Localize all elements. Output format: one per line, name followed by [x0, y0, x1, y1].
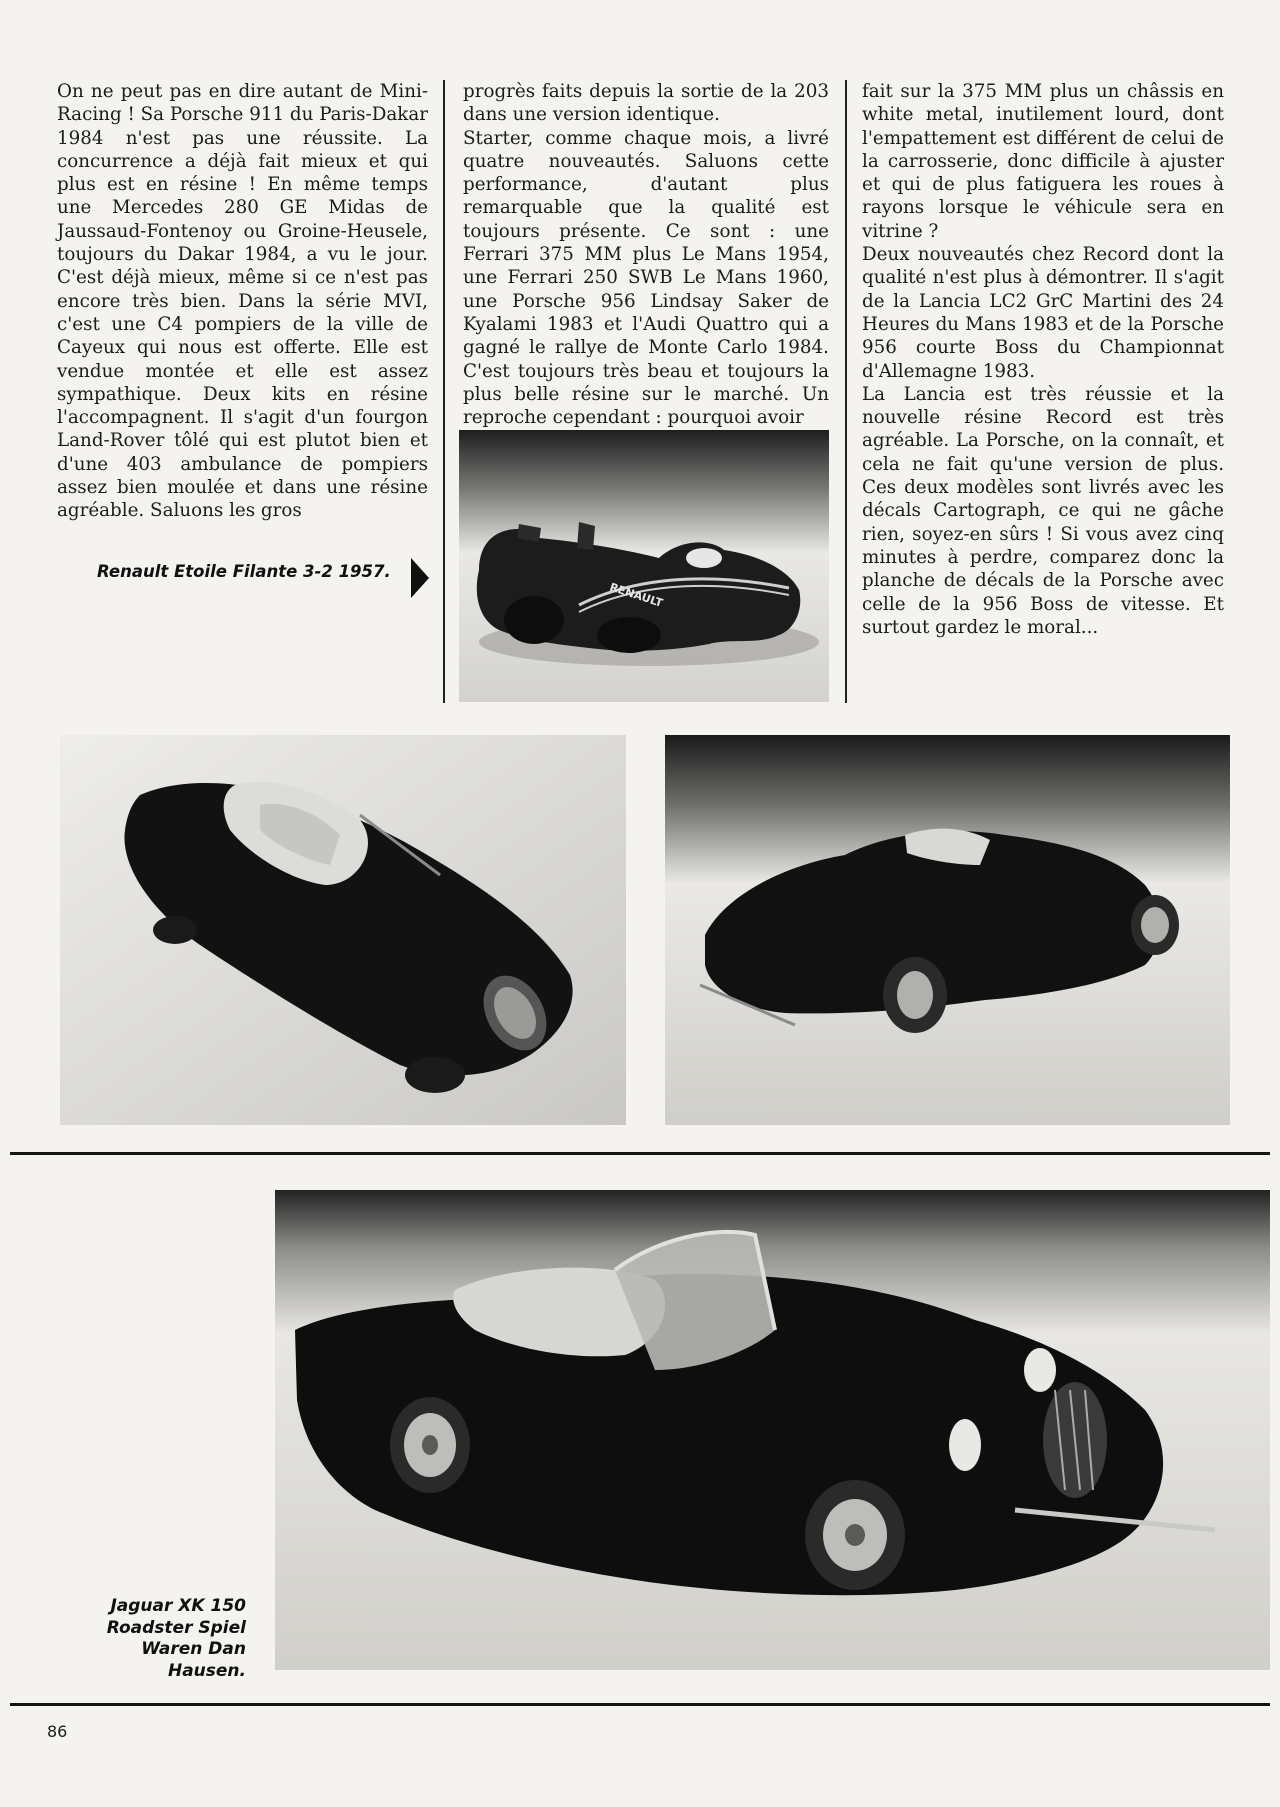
caption-line: Hausen. — [167, 1660, 246, 1681]
paragraph: Starter, comme chaque mois, a livré quatre nouveautés. Saluons cette performance, d'autant plus remarquable que la qualité est toujours présente. Ce sont : une Ferrari 375 MM plus Le Mans 1954, une Ferrari 250 SWB Le Mans 1960, une Porsche 956 Lindsay Saker de Kyalami 1983 et l'Audi Quattro qui a gagné le rallye de Monte Carlo 1984. C'est toujours très beau et toujours la plus belle résine sur le marché. Un reproche cependant : pourquoi avoir — [463, 127, 829, 429]
renault-caption: Renault Etoile Filante 3-2 1957. — [97, 562, 391, 581]
jaguar-rear-view-photo — [665, 735, 1230, 1125]
paragraph: Deux nouveautés chez Record dont la qualité n'est plus à démontrer. Il s'agit de la Lancia LC2 GrC Martini des 24 Heures du Mans 1983 et de la Porsche 956 courte Boss du Championnat d'Allemagne 1983. — [862, 244, 1224, 382]
caption-line: Jaguar XK 150 — [110, 1596, 246, 1616]
paragraph: La Lancia est très réussie et la nouvelle résine Record est très agréable. La Porsche, on la connaît, et cela ne fait qu'une version de plus. Ces deux modèles sont livrés avec les décals Cartograph, ce qui ne gâche rien, soyez-en sûrs ! Si vous avez cinq minutes à perdre, comparez donc la planche de décals de la Porsche avec celle de la 956 Boss de vitesse. Et surtout gardez le moral... — [862, 383, 1224, 638]
jaguar-xk150-roadster-photo — [275, 1190, 1270, 1670]
text-column-3 — [862, 80, 1224, 639]
text-column-1 — [57, 80, 428, 523]
renault-badge: RENAULT — [608, 580, 665, 610]
jaguar-caption — [80, 1596, 246, 1682]
jaguar-top-view-photo — [60, 735, 626, 1125]
caption-line: Roadster Spiel — [106, 1617, 246, 1638]
renault-etoile-filante-photo — [459, 430, 829, 702]
caption-line: Waren Dan — [141, 1639, 246, 1659]
paragraph: progrès faits depuis la sortie de la 203 dans une version identique. — [463, 81, 829, 126]
text-column-2 — [463, 80, 829, 429]
caption-arrow-icon — [409, 556, 431, 600]
horizontal-rule-top — [10, 1152, 1270, 1155]
column-rule-2 — [845, 80, 847, 703]
paragraph: On ne peut pas en dire autant de Mini-Racing ! Sa Porsche 911 du Paris-Dakar 1984 n'est pas une réussite. La concurrence a déjà fait mieux et qui plus est en résine ! En même temps une Mercedes 280 GE Midas de Jaussaud-Fontenoy ou Groine-Heusele, toujours du Dakar 1984, a vu le jour. C'est déjà mieux, même si ce n'est pas encore très bien. Dans la série MVI, c'est une C4 pompiers de la ville de Cayeux qui nous est offerte. Elle est vendue montée et elle est assez sympathique. Deux kits en résine l'accompagnent. Il s'agit d'un fourgon Land-Rover tôlé qui est plutot bien et d'une 403 ambulance de pompiers assez bien moulée et dans une résine agréable. Saluons les gros — [57, 81, 428, 522]
paragraph: fait sur la 375 MM plus un châssis en white metal, inutilement lourd, dont l'empattement est différent de celui de la carrosserie, donc difficile à ajuster et qui de plus fatiguera les roues à rayons lorsque le véhicule sera en vitrine ? — [862, 81, 1224, 242]
column-rule-1 — [443, 80, 445, 703]
horizontal-rule-bottom — [10, 1703, 1270, 1706]
page-number: 86 — [47, 1722, 68, 1741]
